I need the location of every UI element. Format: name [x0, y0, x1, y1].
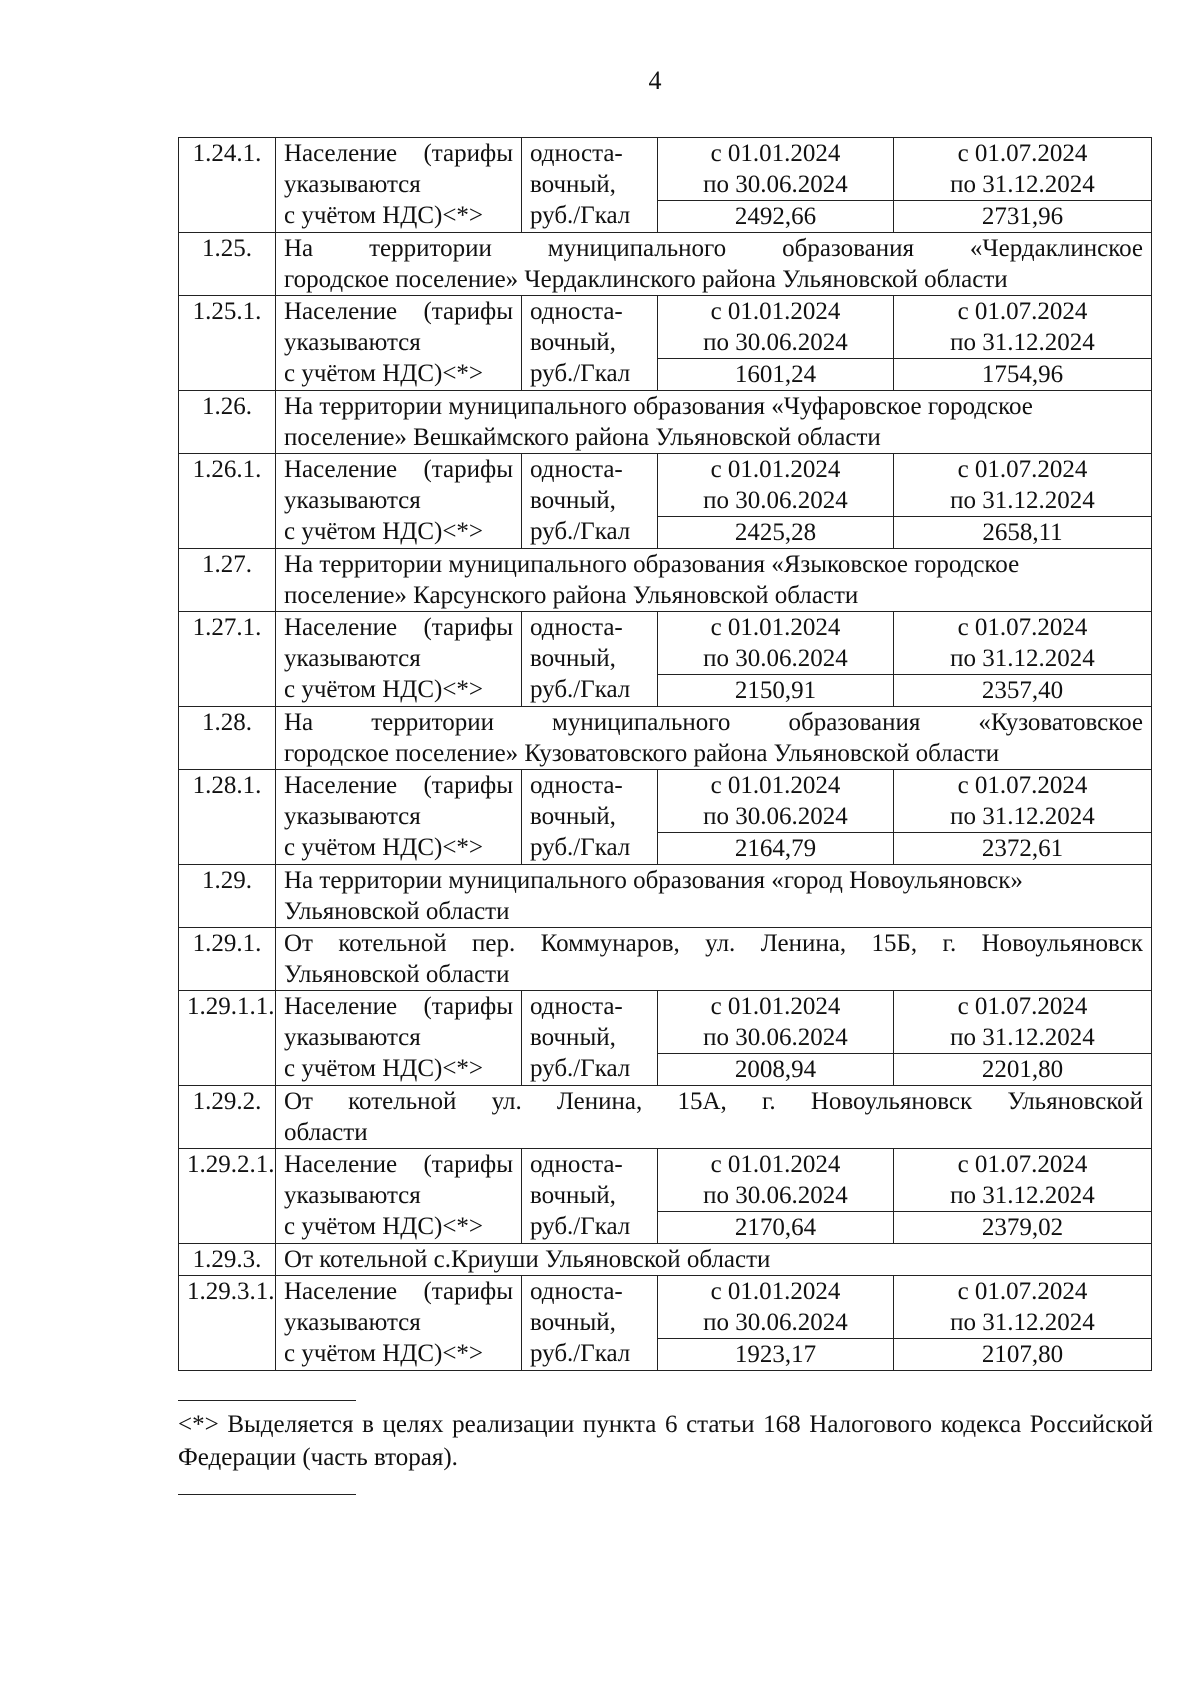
section-line1	[284, 233, 1143, 264]
item-number	[179, 1276, 276, 1371]
period-1-from: с 01.01.2024	[710, 1278, 841, 1305]
section-word: На	[284, 709, 314, 736]
consumer-line2: указываются	[284, 1309, 421, 1336]
consumer-word: (тарифы	[423, 1151, 513, 1178]
consumer-line1	[284, 454, 513, 485]
period-2-from: с 01.07.2024	[957, 993, 1088, 1020]
consumer-group	[276, 991, 522, 1086]
footnote-separator	[178, 1400, 356, 1401]
section-number-text: 1.29.1.	[192, 930, 262, 957]
consumer-word: Население	[284, 614, 398, 641]
section-word: 15А,	[677, 1088, 727, 1115]
section-number	[179, 865, 276, 928]
period-2-from: с 01.07.2024	[957, 772, 1088, 799]
item-number-text: 1.28.1.	[192, 772, 262, 799]
unit-line3: руб./Гкал	[530, 202, 631, 229]
unit-line3: руб./Гкал	[530, 1213, 631, 1240]
period-2-from: с 01.07.2024	[957, 1151, 1088, 1178]
section-line2: городское поселение» Кузоватовского района Ульяновской области	[284, 740, 1000, 767]
section-line1	[284, 1086, 1143, 1117]
unit-line2: вочный,	[530, 1182, 616, 1209]
section-text	[276, 391, 1152, 454]
consumer-line1	[284, 991, 513, 1022]
consumer-group	[276, 770, 522, 865]
section-word: г.	[942, 930, 957, 957]
item-number	[179, 1149, 276, 1244]
section-word: Ульяновской	[1007, 1088, 1143, 1115]
section-text	[276, 233, 1152, 296]
item-number	[179, 138, 276, 233]
section-word: Ленина,	[556, 1088, 643, 1115]
section-number	[179, 549, 276, 612]
item-number-text: 1.29.3.1.	[187, 1278, 275, 1305]
period-1	[658, 991, 894, 1054]
tariff-value-2	[894, 1339, 1152, 1371]
period-1-from: с 01.01.2024	[710, 298, 841, 325]
tariff-value-2	[894, 517, 1152, 549]
tariff-value-2	[894, 833, 1152, 865]
consumer-line3: с учётом НДС)<*>	[284, 1340, 484, 1367]
section-line2: поселение» Вешкаймского района Ульяновской области	[284, 424, 881, 451]
unit-line3: руб./Гкал	[530, 1340, 631, 1367]
consumer-line1	[284, 612, 513, 643]
period-2-from: с 01.07.2024	[957, 1278, 1088, 1305]
section-word: ул.	[705, 930, 736, 957]
consumer-group	[276, 1149, 522, 1244]
section-number-text: 1.25.	[202, 235, 252, 262]
period-1	[658, 612, 894, 675]
tariff-value-2	[894, 675, 1152, 707]
consumer-word: (тарифы	[423, 140, 513, 167]
section-line2: Ульяновской области	[284, 961, 510, 988]
tariff-value-1	[658, 359, 894, 391]
consumer-word: Население	[284, 140, 398, 167]
unit	[522, 1149, 658, 1244]
section-line1: На территории муниципального образования «Чуфаровское городское	[284, 393, 1033, 420]
unit	[522, 612, 658, 707]
period-1-to: по 30.06.2024	[703, 1182, 848, 1209]
period-1	[658, 296, 894, 359]
unit-line2: вочный,	[530, 487, 616, 514]
consumer-line1	[284, 138, 513, 169]
tariff-row	[179, 138, 1152, 201]
section-text	[276, 928, 1152, 991]
period-2-to: по 31.12.2024	[950, 329, 1095, 356]
period-2	[894, 296, 1152, 359]
consumer-group	[276, 138, 522, 233]
tariff-value-1-text: 2164,79	[734, 835, 817, 862]
period-1-to: по 30.06.2024	[703, 329, 848, 356]
consumer-group	[276, 296, 522, 391]
section-row	[179, 391, 1152, 454]
consumer-line3: с учётом НДС)<*>	[284, 202, 484, 229]
period-2-to: по 31.12.2024	[950, 487, 1095, 514]
section-text	[276, 1086, 1152, 1149]
period-1-to: по 30.06.2024	[703, 1309, 848, 1336]
period-2-to: по 31.12.2024	[950, 803, 1095, 830]
period-2-to: по 31.12.2024	[950, 171, 1095, 198]
tariff-value-2-text: 2107,80	[981, 1341, 1064, 1368]
tariff-row	[179, 1276, 1152, 1339]
unit-line2: вочный,	[530, 1024, 616, 1051]
unit-line1: односта-	[530, 614, 623, 641]
consumer-group	[276, 612, 522, 707]
period-1-from: с 01.01.2024	[710, 614, 841, 641]
section-number	[179, 391, 276, 454]
period-2	[894, 138, 1152, 201]
section-number	[179, 233, 276, 296]
item-number-text: 1.25.1.	[192, 298, 262, 325]
section-word: От	[284, 1088, 313, 1115]
section-word: Ленина,	[760, 930, 847, 957]
section-number	[179, 1086, 276, 1149]
section-word: «Кузоватовское	[978, 709, 1143, 736]
period-1-from: с 01.01.2024	[710, 1151, 841, 1178]
section-word: г.	[761, 1088, 776, 1115]
consumer-line1	[284, 1276, 513, 1307]
consumer-word: Население	[284, 993, 398, 1020]
footnote: <*> Выделяется в целях реализации пункта 6 статьи 168 Налогового кодекса Российской Федерации (часть вторая).	[178, 1411, 1153, 1471]
period-1-from: с 01.01.2024	[710, 772, 841, 799]
consumer-line3: с учётом НДС)<*>	[284, 1055, 484, 1082]
period-2	[894, 1149, 1152, 1212]
unit-line2: вочный,	[530, 1309, 616, 1336]
consumer-word: Население	[284, 1151, 398, 1178]
tariff-value-1	[658, 675, 894, 707]
tariff-row	[179, 296, 1152, 359]
period-2	[894, 991, 1152, 1054]
section-word: территории	[369, 235, 492, 262]
consumer-line3: с учётом НДС)<*>	[284, 834, 484, 861]
consumer-line3: с учётом НДС)<*>	[284, 518, 484, 545]
period-1-to: по 30.06.2024	[703, 487, 848, 514]
consumer-word: (тарифы	[423, 298, 513, 325]
period-1	[658, 138, 894, 201]
consumer-word: Население	[284, 1278, 398, 1305]
section-word: котельной	[338, 930, 447, 957]
consumer-line1	[284, 770, 513, 801]
section-row	[179, 549, 1152, 612]
consumer-line3: с учётом НДС)<*>	[284, 360, 484, 387]
period-2	[894, 454, 1152, 517]
consumer-line2: указываются	[284, 1182, 421, 1209]
section-row	[179, 928, 1152, 991]
section-number-text: 1.26.	[202, 393, 252, 420]
item-number-text: 1.29.2.1.	[187, 1151, 275, 1178]
consumer-line2: указываются	[284, 487, 421, 514]
item-number	[179, 296, 276, 391]
tariff-value-1-text: 2008,94	[734, 1056, 817, 1083]
unit	[522, 296, 658, 391]
period-2-to: по 31.12.2024	[950, 1182, 1095, 1209]
period-1-to: по 30.06.2024	[703, 645, 848, 672]
consumer-group	[276, 1276, 522, 1371]
consumer-word: Население	[284, 772, 398, 799]
item-number	[179, 612, 276, 707]
tariff-value-2	[894, 359, 1152, 391]
tariff-row	[179, 770, 1152, 833]
period-1-from: с 01.01.2024	[710, 140, 841, 167]
consumer-word: (тарифы	[423, 456, 513, 483]
section-word: Новоульяновск	[981, 930, 1143, 957]
end-rule	[178, 1494, 356, 1495]
consumer-word: Население	[284, 456, 398, 483]
item-number	[179, 991, 276, 1086]
item-number-text: 1.27.1.	[192, 614, 262, 641]
section-word: ул.	[491, 1088, 522, 1115]
consumer-word: (тарифы	[423, 993, 513, 1020]
tariff-table	[178, 137, 1152, 1371]
consumer-line2: указываются	[284, 803, 421, 830]
section-number-text: 1.28.	[202, 709, 252, 736]
tariff-row	[179, 1149, 1152, 1212]
tariff-value-1-text: 2170,64	[734, 1214, 817, 1241]
section-line1: На территории муниципального образования «Языковское городское	[284, 551, 1020, 578]
period-1-from: с 01.01.2024	[710, 456, 841, 483]
tariff-value-2-text: 2372,61	[981, 835, 1064, 862]
section-text	[276, 1244, 1152, 1276]
unit-line2: вочный,	[530, 171, 616, 198]
tariff-row	[179, 991, 1152, 1054]
section-row	[179, 707, 1152, 770]
section-number-text: 1.29.2.	[192, 1088, 262, 1115]
tariff-value-1	[658, 517, 894, 549]
period-2-to: по 31.12.2024	[950, 645, 1095, 672]
section-line1: От котельной с.Криуши Ульяновской области	[284, 1246, 771, 1273]
period-2	[894, 1276, 1152, 1339]
unit-line2: вочный,	[530, 645, 616, 672]
item-number	[179, 454, 276, 549]
period-2-to: по 31.12.2024	[950, 1309, 1095, 1336]
section-word: «Чердаклинское	[969, 235, 1143, 262]
period-2-from: с 01.07.2024	[957, 456, 1088, 483]
tariff-value-1-text: 2150,91	[734, 677, 817, 704]
consumer-line1	[284, 296, 513, 327]
section-row	[179, 1086, 1152, 1149]
consumer-line1	[284, 1149, 513, 1180]
consumer-line3: с учётом НДС)<*>	[284, 1213, 484, 1240]
tariff-value-1	[658, 1054, 894, 1086]
unit-line3: руб./Гкал	[530, 834, 631, 861]
tariff-value-2-text: 1754,96	[981, 361, 1064, 388]
section-number	[179, 1244, 276, 1276]
section-line2: поселение» Карсунского района Ульяновской области	[284, 582, 859, 609]
section-word: образования	[782, 235, 914, 262]
consumer-word: (тарифы	[423, 772, 513, 799]
tariff-value-2-text: 2658,11	[982, 519, 1063, 546]
tariff-row	[179, 612, 1152, 675]
section-word: котельной	[348, 1088, 457, 1115]
period-1	[658, 1276, 894, 1339]
section-word: образования	[788, 709, 921, 736]
section-text	[276, 865, 1152, 928]
tariff-value-2	[894, 1054, 1152, 1086]
period-1-to: по 30.06.2024	[703, 171, 848, 198]
unit-line1: односта-	[530, 1278, 623, 1305]
section-line1: На территории муниципального образования «город Новоульяновск»	[284, 867, 1023, 894]
section-number-text: 1.29.3.	[192, 1246, 262, 1273]
section-number	[179, 928, 276, 991]
tariff-value-1-text: 1923,17	[734, 1341, 817, 1368]
tariff-value-2	[894, 201, 1152, 233]
period-2-from: с 01.07.2024	[957, 614, 1088, 641]
tariff-value-1	[658, 1212, 894, 1244]
section-word: От	[284, 930, 313, 957]
page-number: 4	[648, 66, 662, 95]
unit-line1: односта-	[530, 1151, 623, 1178]
unit-line1: односта-	[530, 772, 623, 799]
period-1	[658, 454, 894, 517]
period-2	[894, 770, 1152, 833]
tariff-value-2-text: 2357,40	[981, 677, 1064, 704]
tariff-value-1-text: 2425,28	[734, 519, 817, 546]
consumer-line3: с учётом НДС)<*>	[284, 676, 484, 703]
unit	[522, 454, 658, 549]
unit	[522, 991, 658, 1086]
tariff-row	[179, 454, 1152, 517]
section-word: На	[284, 235, 314, 262]
tariff-value-1	[658, 201, 894, 233]
section-line1	[284, 928, 1143, 959]
period-2	[894, 612, 1152, 675]
tariff-value-2-text: 2201,80	[981, 1056, 1064, 1083]
unit-line1: односта-	[530, 993, 623, 1020]
unit-line3: руб./Гкал	[530, 1055, 631, 1082]
tariff-value-2-text: 2379,02	[981, 1214, 1064, 1241]
tariff-value-1	[658, 1339, 894, 1371]
item-number-text: 1.24.1.	[192, 140, 262, 167]
consumer-line2: указываются	[284, 171, 421, 198]
consumer-word: (тарифы	[423, 1278, 513, 1305]
unit-line1: односта-	[530, 140, 623, 167]
consumer-line2: указываются	[284, 329, 421, 356]
consumer-line2: указываются	[284, 645, 421, 672]
item-number-text: 1.26.1.	[192, 456, 262, 483]
unit-line3: руб./Гкал	[530, 676, 631, 703]
section-word: пер.	[472, 930, 516, 957]
section-text	[276, 707, 1152, 770]
section-number-text: 1.27.	[202, 551, 252, 578]
period-2-to: по 31.12.2024	[950, 1024, 1095, 1051]
section-word: Коммунаров,	[540, 930, 680, 957]
consumer-word: Население	[284, 298, 398, 325]
section-word: Новоульяновск	[810, 1088, 973, 1115]
period-2-from: с 01.07.2024	[957, 140, 1088, 167]
item-number-text: 1.29.1.1.	[187, 993, 275, 1020]
unit-line2: вочный,	[530, 803, 616, 830]
period-1-to: по 30.06.2024	[703, 1024, 848, 1051]
section-line2: области	[284, 1119, 368, 1146]
section-row	[179, 1244, 1152, 1276]
unit-line1: односта-	[530, 298, 623, 325]
tariff-value-2-text: 2731,96	[981, 203, 1064, 230]
unit	[522, 770, 658, 865]
tariff-value-2	[894, 1212, 1152, 1244]
section-number-text: 1.29.	[202, 867, 252, 894]
section-number	[179, 707, 276, 770]
section-line2: Ульяновской области	[284, 898, 510, 925]
unit-line1: односта-	[530, 456, 623, 483]
unit	[522, 1276, 658, 1371]
section-line2: городское поселение» Чердаклинского района Ульяновской области	[284, 266, 1008, 293]
item-number	[179, 770, 276, 865]
section-word: муниципального	[547, 235, 727, 262]
section-word: территории	[371, 709, 494, 736]
tariff-value-1	[658, 833, 894, 865]
tariff-value-1-text: 1601,24	[734, 361, 817, 388]
section-row	[179, 233, 1152, 296]
section-row	[179, 865, 1152, 928]
consumer-group	[276, 454, 522, 549]
period-1-to: по 30.06.2024	[703, 803, 848, 830]
period-1	[658, 1149, 894, 1212]
period-1	[658, 770, 894, 833]
section-line1	[284, 707, 1143, 738]
consumer-word: (тарифы	[423, 614, 513, 641]
unit-line2: вочный,	[530, 329, 616, 356]
unit-line3: руб./Гкал	[530, 360, 631, 387]
consumer-line2: указываются	[284, 1024, 421, 1051]
section-text	[276, 549, 1152, 612]
unit-line3: руб./Гкал	[530, 518, 631, 545]
section-word: муниципального	[552, 709, 731, 736]
section-word: 15Б,	[871, 930, 918, 957]
unit	[522, 138, 658, 233]
period-1-from: с 01.01.2024	[710, 993, 841, 1020]
tariff-value-1-text: 2492,66	[734, 203, 817, 230]
period-2-from: с 01.07.2024	[957, 298, 1088, 325]
